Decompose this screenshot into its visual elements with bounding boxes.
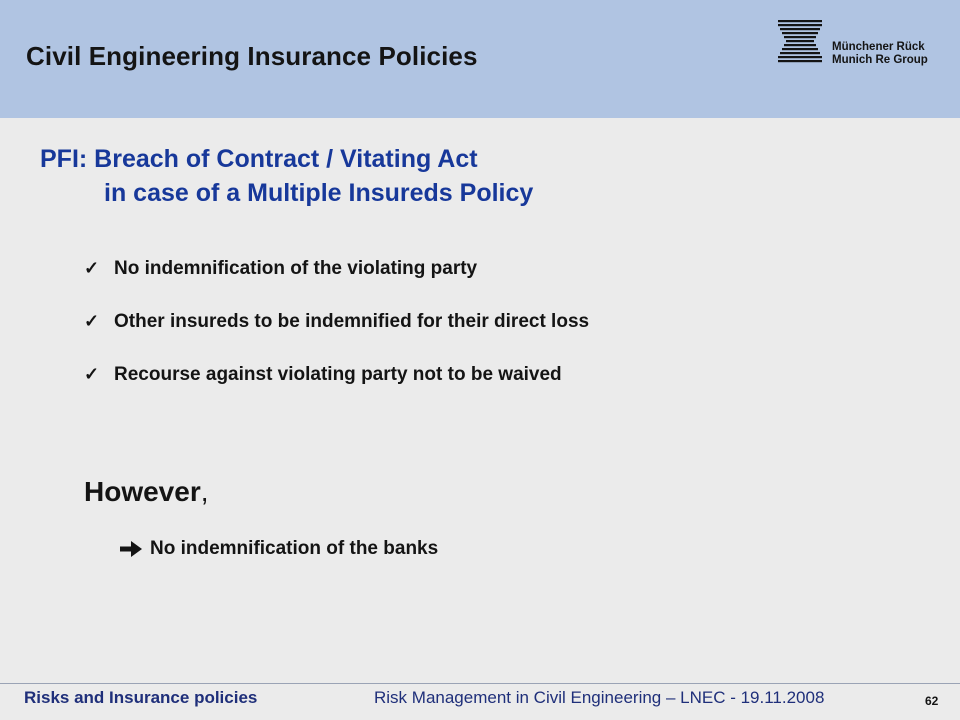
bullet-text: Recourse against violating party not to be waived xyxy=(114,364,562,385)
however-word: However xyxy=(84,476,201,507)
subtitle-line-2: in case of a Multiple Insureds Policy xyxy=(104,179,534,207)
company-logo xyxy=(776,20,946,70)
page-number: 62 xyxy=(925,694,939,708)
munich-re-logo-icon xyxy=(776,20,824,66)
logo-text xyxy=(832,41,928,67)
however-comma: , xyxy=(200,476,209,507)
footer-presentation-info: Risk Management in Civil Engineering – LNEC - 19.11.2008 xyxy=(374,688,825,707)
however-heading xyxy=(84,476,209,508)
header-bar xyxy=(0,0,960,118)
slide-subtitle xyxy=(40,142,533,210)
conclusion-line xyxy=(120,538,438,560)
logo-line-2: Munich Re Group xyxy=(832,54,928,66)
logo-line-1: Münchener Rück xyxy=(832,41,925,53)
checkmark-icon: ✓ xyxy=(84,364,100,384)
arrow-right-icon xyxy=(120,541,142,557)
footer-section-title: Risks and Insurance policies xyxy=(24,688,258,707)
footer-divider xyxy=(0,683,960,684)
bullet-text: Other insureds to be indemnified for their direct loss xyxy=(114,311,590,332)
subtitle-line-1: PFI: Breach of Contract / Vitating Act xyxy=(40,145,478,173)
bullet-text: No indemnification of the violating party xyxy=(114,258,478,279)
page-title: Civil Engineering Insurance Policies xyxy=(26,41,478,71)
bullet-list xyxy=(84,258,589,417)
checkmark-icon: ✓ xyxy=(84,258,100,278)
list-item xyxy=(84,311,589,364)
list-item xyxy=(84,258,589,311)
list-item xyxy=(84,364,589,417)
checkmark-icon: ✓ xyxy=(84,311,100,331)
conclusion-text: No indemnification of the banks xyxy=(150,538,439,559)
